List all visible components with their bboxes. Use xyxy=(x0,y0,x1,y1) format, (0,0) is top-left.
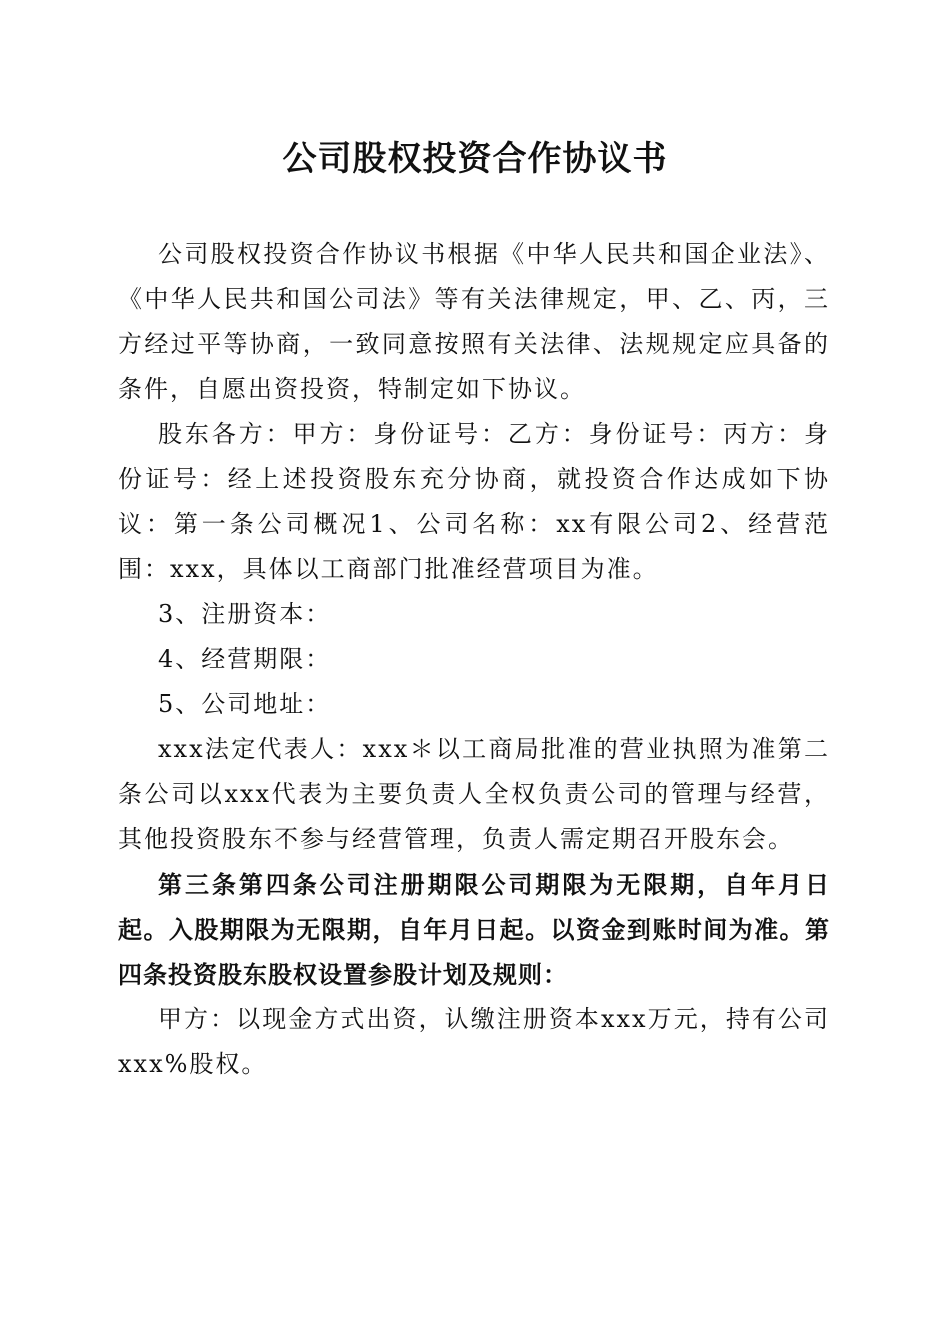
paragraph-shareholders: 股东各方：甲方：身份证号：乙方：身份证号：丙方：身份证号：经上述投资股东充分协商，就投资合作达成如下协议：第一条公司概况1、公司名称：xx有限公司2、经营范围：xxx，具体以工商部门批准经营项目为准。 xyxy=(118,420,830,583)
document-body xyxy=(118,232,830,1087)
paragraph-registered-capital: 3、注册资本： xyxy=(158,600,332,628)
paragraph-intro: 公司股权投资合作协议书根据《中华人民共和国企业法》、《中华人民共和国公司法》等有关法律规定，甲、乙、丙，三方经过平等协商，一致同意按照有关法律、法规规定应具备的条件，自愿出资投资，特制定如下协议。 xyxy=(118,240,830,403)
paragraph-operating-period: 4、经营期限： xyxy=(158,645,332,673)
paragraph-company-address: 5、公司地址： xyxy=(158,690,332,718)
paragraph-party-a-contribution: 甲方：以现金方式出资，认缴注册资本xxx万元，持有公司xxx%股权。 xyxy=(118,1005,830,1078)
paragraph-legal-representative: xxx法定代表人：xxx＊以工商局批准的营业执照为准第二条公司以xxx代表为主要负责人全权负责公司的管理与经营，其他投资股东不参与经营管理，负责人需定期召开股东会。 xyxy=(118,735,830,853)
paragraph-registration-term: 第三条第四条公司注册期限公司期限为无限期，自年月日起。入股期限为无限期，自年月日起。以资金到账时间为准。第四条投资股东股权设置参股计划及规则： xyxy=(118,870,830,989)
document-title: 公司股权投资合作协议书 xyxy=(282,139,668,179)
